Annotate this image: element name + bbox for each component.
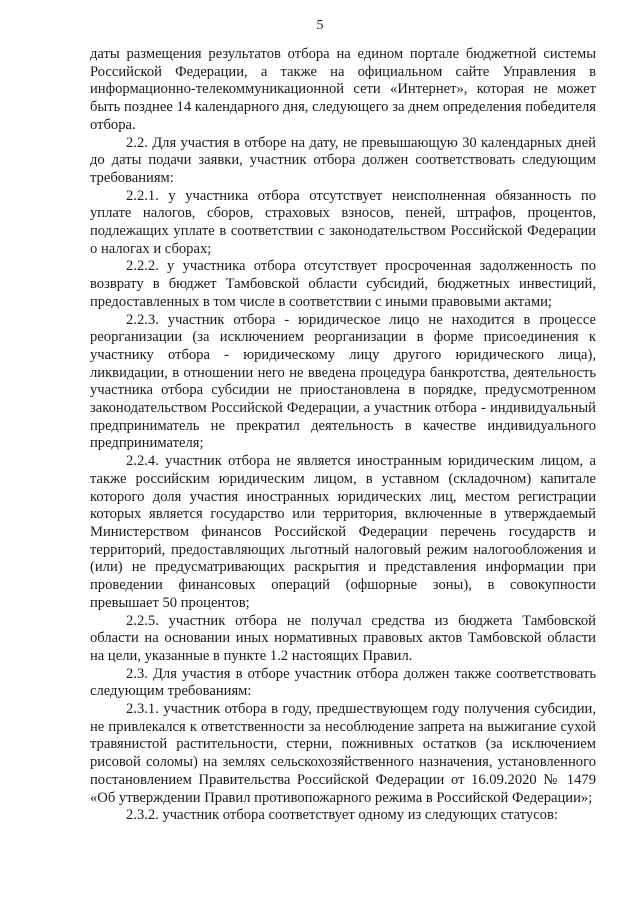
paragraph-2-2-5: 2.2.5. участник отбора не получал средства из бюджета Тамбовской области на основании иных нормативных правовых актов Тамбовской области на цели, указанные в пункте 1.2 настоящих Правил. [90, 612, 596, 664]
document-body [90, 46, 596, 825]
paragraph-publication-date: даты размещения результатов отбора на едином портале бюджетной системы Российской Федерации, а также на официальном сайте Управления в информационно-телекоммуникационной сети «Интернет», которая не может быть позднее 14 календарного дня, следующего за днем определения победителя отбора. [90, 46, 596, 133]
paragraph-2-2-2: 2.2.2. у участника отбора отсутствует просроченная задолженность по возврату в бюджет Тамбовской области субсидий, бюджетных инвестиций, предоставленных в том числе в соответствии с иными правовыми актами; [90, 258, 596, 310]
paragraph-2-3-1: 2.3.1. участник отбора в году, предшествующем году получения субсидии, не привлекался к ответственности за несоблюдение запрета на выжигание сухой травянистой растительности, стерни, пожнивных остатков (за исключением рисовой соломы) на землях сельскохозяйственного назначения, установленного постановлением Правительства Российской Федерации от 16.09.2020 № 1479 «Об утверждении Правил противопожарного режима в Российской Федерации»; [90, 701, 596, 806]
paragraph-2-3: 2.3. Для участия в отборе участник отбора должен также соответствовать следующим требованиям: [90, 665, 596, 700]
paragraph-2-3-2: 2.3.2. участник отбора соответствует одному из следующих статусов: [126, 807, 558, 824]
page-number: 5 [316, 18, 324, 33]
paragraph-2-2: 2.2. Для участия в отборе на дату, не превышающую 30 календарных дней до даты подачи заявки, участник отбора должен соответствовать следующим требованиям: [90, 134, 596, 186]
paragraph-2-2-1: 2.2.1. у участника отбора отсутствует неисполненная обязанность по уплате налогов, сборов, страховых взносов, пеней, штрафов, процентов, подлежащих уплате в соответствии с законодательством Российской Федерации о налогах и сборах; [90, 187, 596, 257]
paragraph-2-2-4: 2.2.4. участник отбора не является иностранным юридическим лицом, а также российским юридическим лицом, в уставном (складочном) капитале которого доля участия иностранных юридических лиц, местом регистрации которых является государство или территория, включенные в утверждаемый Министерством финансов Российской Федерации перечень государств и территорий, предоставляющих льготный налоговый режим налогообложения и (или) не предусматривающих раскрытия и представления информации при проведении финансовых операций (офшорные зоны), в совокупности превышает 50 процентов; [90, 453, 596, 611]
paragraph-2-2-3: 2.2.3. участник отбора - юридическое лицо не находится в процессе реорганизации (за исключением реорганизации в форме присоединения к участнику отбора - юридическому лицу другого юридического лица), ликвидации, в отношении него не введена процедура банкротства, деятельность участника отбора субсидии не приостановлена в порядке, предусмотренном законодательством Российской Федерации, а участник отбора - индивидуальный предприниматель не прекратил деятельность в качестве индивидуального предпринимателя; [90, 311, 596, 452]
